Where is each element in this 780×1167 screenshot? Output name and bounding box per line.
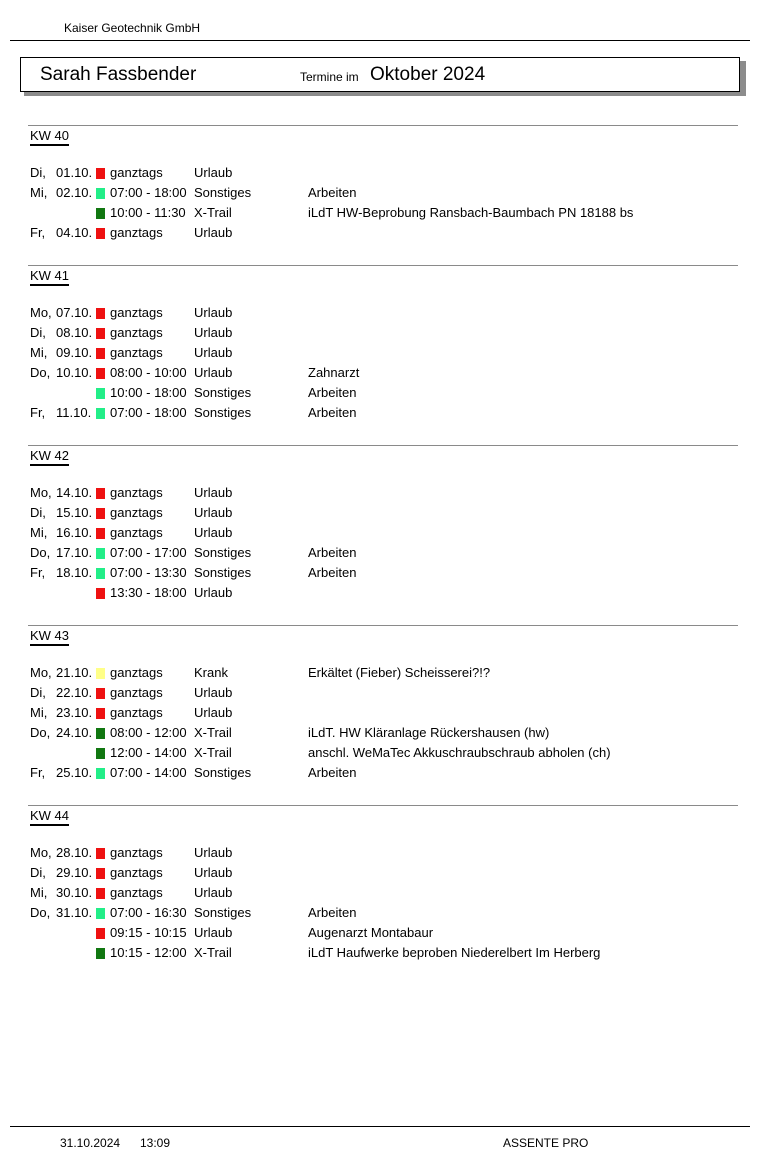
category-color-swatch bbox=[96, 688, 105, 699]
week-divider bbox=[28, 445, 738, 446]
description: Arbeiten bbox=[308, 565, 357, 580]
category-color-swatch bbox=[96, 868, 105, 879]
weekday: Do, bbox=[30, 365, 51, 380]
category-color-swatch bbox=[96, 948, 105, 959]
category-color-swatch bbox=[96, 908, 105, 919]
category-color-swatch bbox=[96, 308, 105, 319]
description: Arbeiten bbox=[308, 545, 357, 560]
category: Sonstiges bbox=[194, 905, 252, 920]
week-label: KW 44 bbox=[30, 808, 69, 826]
category-color-swatch bbox=[96, 568, 105, 579]
category: Urlaub bbox=[194, 345, 233, 360]
header-divider bbox=[10, 40, 750, 41]
time-range: 08:00 - 12:00 bbox=[110, 725, 187, 740]
category-color-swatch bbox=[96, 888, 105, 899]
time-range: ganztags bbox=[110, 305, 163, 320]
category: X-Trail bbox=[194, 745, 232, 760]
weekday: Do, bbox=[30, 545, 51, 560]
time-range: ganztags bbox=[110, 225, 163, 240]
time-range: 10:00 - 11:30 bbox=[110, 205, 186, 220]
category-color-swatch bbox=[96, 728, 105, 739]
company-name: Kaiser Geotechnik GmbH bbox=[64, 21, 201, 35]
weekday: Di, bbox=[30, 165, 46, 180]
description: Augenarzt Montabaur bbox=[308, 925, 434, 940]
time-range: 12:00 - 14:00 bbox=[110, 745, 187, 760]
category: X-Trail bbox=[194, 725, 232, 740]
week-label: KW 40 bbox=[30, 128, 69, 146]
category: Urlaub bbox=[194, 685, 233, 700]
date: 09.10. bbox=[56, 345, 93, 360]
description: Arbeiten bbox=[308, 405, 357, 420]
category: Urlaub bbox=[194, 325, 233, 340]
category: Sonstiges bbox=[194, 405, 252, 420]
description: iLdT HW-Beprobung Ransbach-Baumbach PN 18188 bs bbox=[308, 205, 634, 220]
report-month: Oktober 2024 bbox=[370, 64, 486, 85]
date: 15.10. bbox=[56, 505, 93, 520]
category-color-swatch bbox=[96, 228, 105, 239]
category-color-swatch bbox=[96, 208, 105, 219]
print-time: 13:09 bbox=[140, 1136, 171, 1150]
description: Erkältet (Fieber) Scheisserei?!? bbox=[308, 665, 491, 680]
description: Zahnarzt bbox=[308, 365, 360, 380]
weekday: Mi, bbox=[30, 525, 48, 540]
date: 04.10. bbox=[56, 225, 93, 240]
weekday: Do, bbox=[30, 905, 51, 920]
category-color-swatch bbox=[96, 928, 105, 939]
category-color-swatch bbox=[96, 408, 105, 419]
category: Krank bbox=[194, 665, 228, 680]
date: 11.10. bbox=[56, 405, 92, 420]
weekday: Mi, bbox=[30, 885, 48, 900]
week-divider bbox=[28, 625, 738, 626]
time-range: 07:00 - 16:30 bbox=[110, 905, 187, 920]
person-name: Sarah Fassbender bbox=[40, 64, 197, 85]
print-date: 31.10.2024 bbox=[60, 1136, 121, 1150]
weekday: Mo, bbox=[30, 305, 52, 320]
category: X-Trail bbox=[194, 205, 232, 220]
time-range: ganztags bbox=[110, 845, 163, 860]
date: 14.10. bbox=[56, 485, 93, 500]
weekday: Fr, bbox=[30, 765, 46, 780]
description: Arbeiten bbox=[308, 385, 357, 400]
category: Urlaub bbox=[194, 705, 233, 720]
date: 30.10. bbox=[56, 885, 93, 900]
category: Urlaub bbox=[194, 865, 233, 880]
weekday: Mo, bbox=[30, 485, 52, 500]
date: 21.10. bbox=[56, 665, 93, 680]
date: 16.10. bbox=[56, 525, 93, 540]
category: Sonstiges bbox=[194, 185, 252, 200]
category: Urlaub bbox=[194, 845, 233, 860]
weekday: Di, bbox=[30, 685, 46, 700]
date: 24.10. bbox=[56, 725, 93, 740]
time-range: 09:15 - 10:15 bbox=[110, 925, 187, 940]
title-box bbox=[20, 57, 740, 92]
week-label: KW 43 bbox=[30, 628, 69, 646]
time-range: 07:00 - 13:30 bbox=[110, 565, 187, 580]
date: 29.10. bbox=[56, 865, 93, 880]
date: 08.10. bbox=[56, 325, 93, 340]
time-range: ganztags bbox=[110, 505, 163, 520]
weekday: Di, bbox=[30, 325, 46, 340]
description: anschl. WeMaTec Akkuschraubschraub abholen (ch) bbox=[308, 745, 611, 760]
time-range: ganztags bbox=[110, 865, 163, 880]
time-range: 07:00 - 14:00 bbox=[110, 765, 187, 780]
time-range: ganztags bbox=[110, 325, 163, 340]
category-color-swatch bbox=[96, 708, 105, 719]
date: 17.10. bbox=[56, 545, 93, 560]
category: Urlaub bbox=[194, 165, 233, 180]
time-range: 10:15 - 12:00 bbox=[110, 945, 187, 960]
description: Arbeiten bbox=[308, 185, 357, 200]
date: 22.10. bbox=[56, 685, 93, 700]
category: Urlaub bbox=[194, 485, 233, 500]
date: 01.10. bbox=[56, 165, 93, 180]
weekday: Do, bbox=[30, 725, 51, 740]
category: Sonstiges bbox=[194, 565, 252, 580]
time-range: 07:00 - 17:00 bbox=[110, 545, 187, 560]
category: Urlaub bbox=[194, 305, 233, 320]
category: Urlaub bbox=[194, 225, 233, 240]
weekday: Di, bbox=[30, 505, 46, 520]
week-label: KW 42 bbox=[30, 448, 69, 466]
description: Arbeiten bbox=[308, 905, 357, 920]
weekday: Mi, bbox=[30, 345, 48, 360]
category-color-swatch bbox=[96, 528, 105, 539]
category-color-swatch bbox=[96, 588, 105, 599]
weekday: Mo, bbox=[30, 845, 52, 860]
time-range: ganztags bbox=[110, 525, 163, 540]
time-range: 07:00 - 18:00 bbox=[110, 405, 187, 420]
description: iLdT Haufwerke beproben Niederelbert Im Herberg bbox=[308, 945, 601, 960]
category: Sonstiges bbox=[194, 545, 252, 560]
weekday: Mo, bbox=[30, 665, 52, 680]
week-divider bbox=[28, 805, 738, 806]
category-color-swatch bbox=[96, 368, 105, 379]
weekday: Fr, bbox=[30, 405, 46, 420]
category-color-swatch bbox=[96, 168, 105, 179]
app-name: ASSENTE PRO bbox=[503, 1136, 589, 1150]
week-divider bbox=[28, 125, 738, 126]
date: 28.10. bbox=[56, 845, 93, 860]
time-range: ganztags bbox=[110, 705, 163, 720]
category: Urlaub bbox=[194, 365, 233, 380]
footer-divider bbox=[10, 1126, 750, 1127]
category: Urlaub bbox=[194, 925, 233, 940]
weekday: Fr, bbox=[30, 565, 46, 580]
category-color-swatch bbox=[96, 388, 105, 399]
description: iLdT. HW Kläranlage Rückershausen (hw) bbox=[308, 725, 550, 740]
time-range: ganztags bbox=[110, 165, 163, 180]
term-label: Termine im bbox=[300, 70, 359, 84]
date: 25.10. bbox=[56, 765, 93, 780]
category-color-swatch bbox=[96, 188, 105, 199]
category: Urlaub bbox=[194, 525, 233, 540]
time-range: 10:00 - 18:00 bbox=[110, 385, 187, 400]
weekday: Di, bbox=[30, 865, 46, 880]
time-range: ganztags bbox=[110, 485, 163, 500]
category-color-swatch bbox=[96, 748, 105, 759]
time-range: 13:30 - 18:00 bbox=[110, 585, 187, 600]
date: 02.10. bbox=[56, 185, 93, 200]
category: Urlaub bbox=[194, 885, 233, 900]
date: 18.10. bbox=[56, 565, 93, 580]
date: 23.10. bbox=[56, 705, 93, 720]
date: 07.10. bbox=[56, 305, 93, 320]
time-range: ganztags bbox=[110, 885, 163, 900]
time-range: 08:00 - 10:00 bbox=[110, 365, 187, 380]
category-color-swatch bbox=[96, 668, 105, 679]
date: 31.10. bbox=[56, 905, 93, 920]
weekday: Mi, bbox=[30, 185, 48, 200]
category-color-swatch bbox=[96, 848, 105, 859]
category: Sonstiges bbox=[194, 385, 252, 400]
description: Arbeiten bbox=[308, 765, 357, 780]
category-color-swatch bbox=[96, 548, 105, 559]
category-color-swatch bbox=[96, 328, 105, 339]
week-divider bbox=[28, 265, 738, 266]
category: X-Trail bbox=[194, 945, 232, 960]
category-color-swatch bbox=[96, 488, 105, 499]
weekday: Fr, bbox=[30, 225, 46, 240]
category-color-swatch bbox=[96, 768, 105, 779]
category: Sonstiges bbox=[194, 765, 252, 780]
category-color-swatch bbox=[96, 508, 105, 519]
category-color-swatch bbox=[96, 348, 105, 359]
category: Urlaub bbox=[194, 585, 233, 600]
category: Urlaub bbox=[194, 505, 233, 520]
time-range: 07:00 - 18:00 bbox=[110, 185, 187, 200]
date: 10.10. bbox=[56, 365, 93, 380]
time-range: ganztags bbox=[110, 345, 163, 360]
time-range: ganztags bbox=[110, 665, 163, 680]
time-range: ganztags bbox=[110, 685, 163, 700]
weekday: Mi, bbox=[30, 705, 48, 720]
week-label: KW 41 bbox=[30, 268, 69, 286]
